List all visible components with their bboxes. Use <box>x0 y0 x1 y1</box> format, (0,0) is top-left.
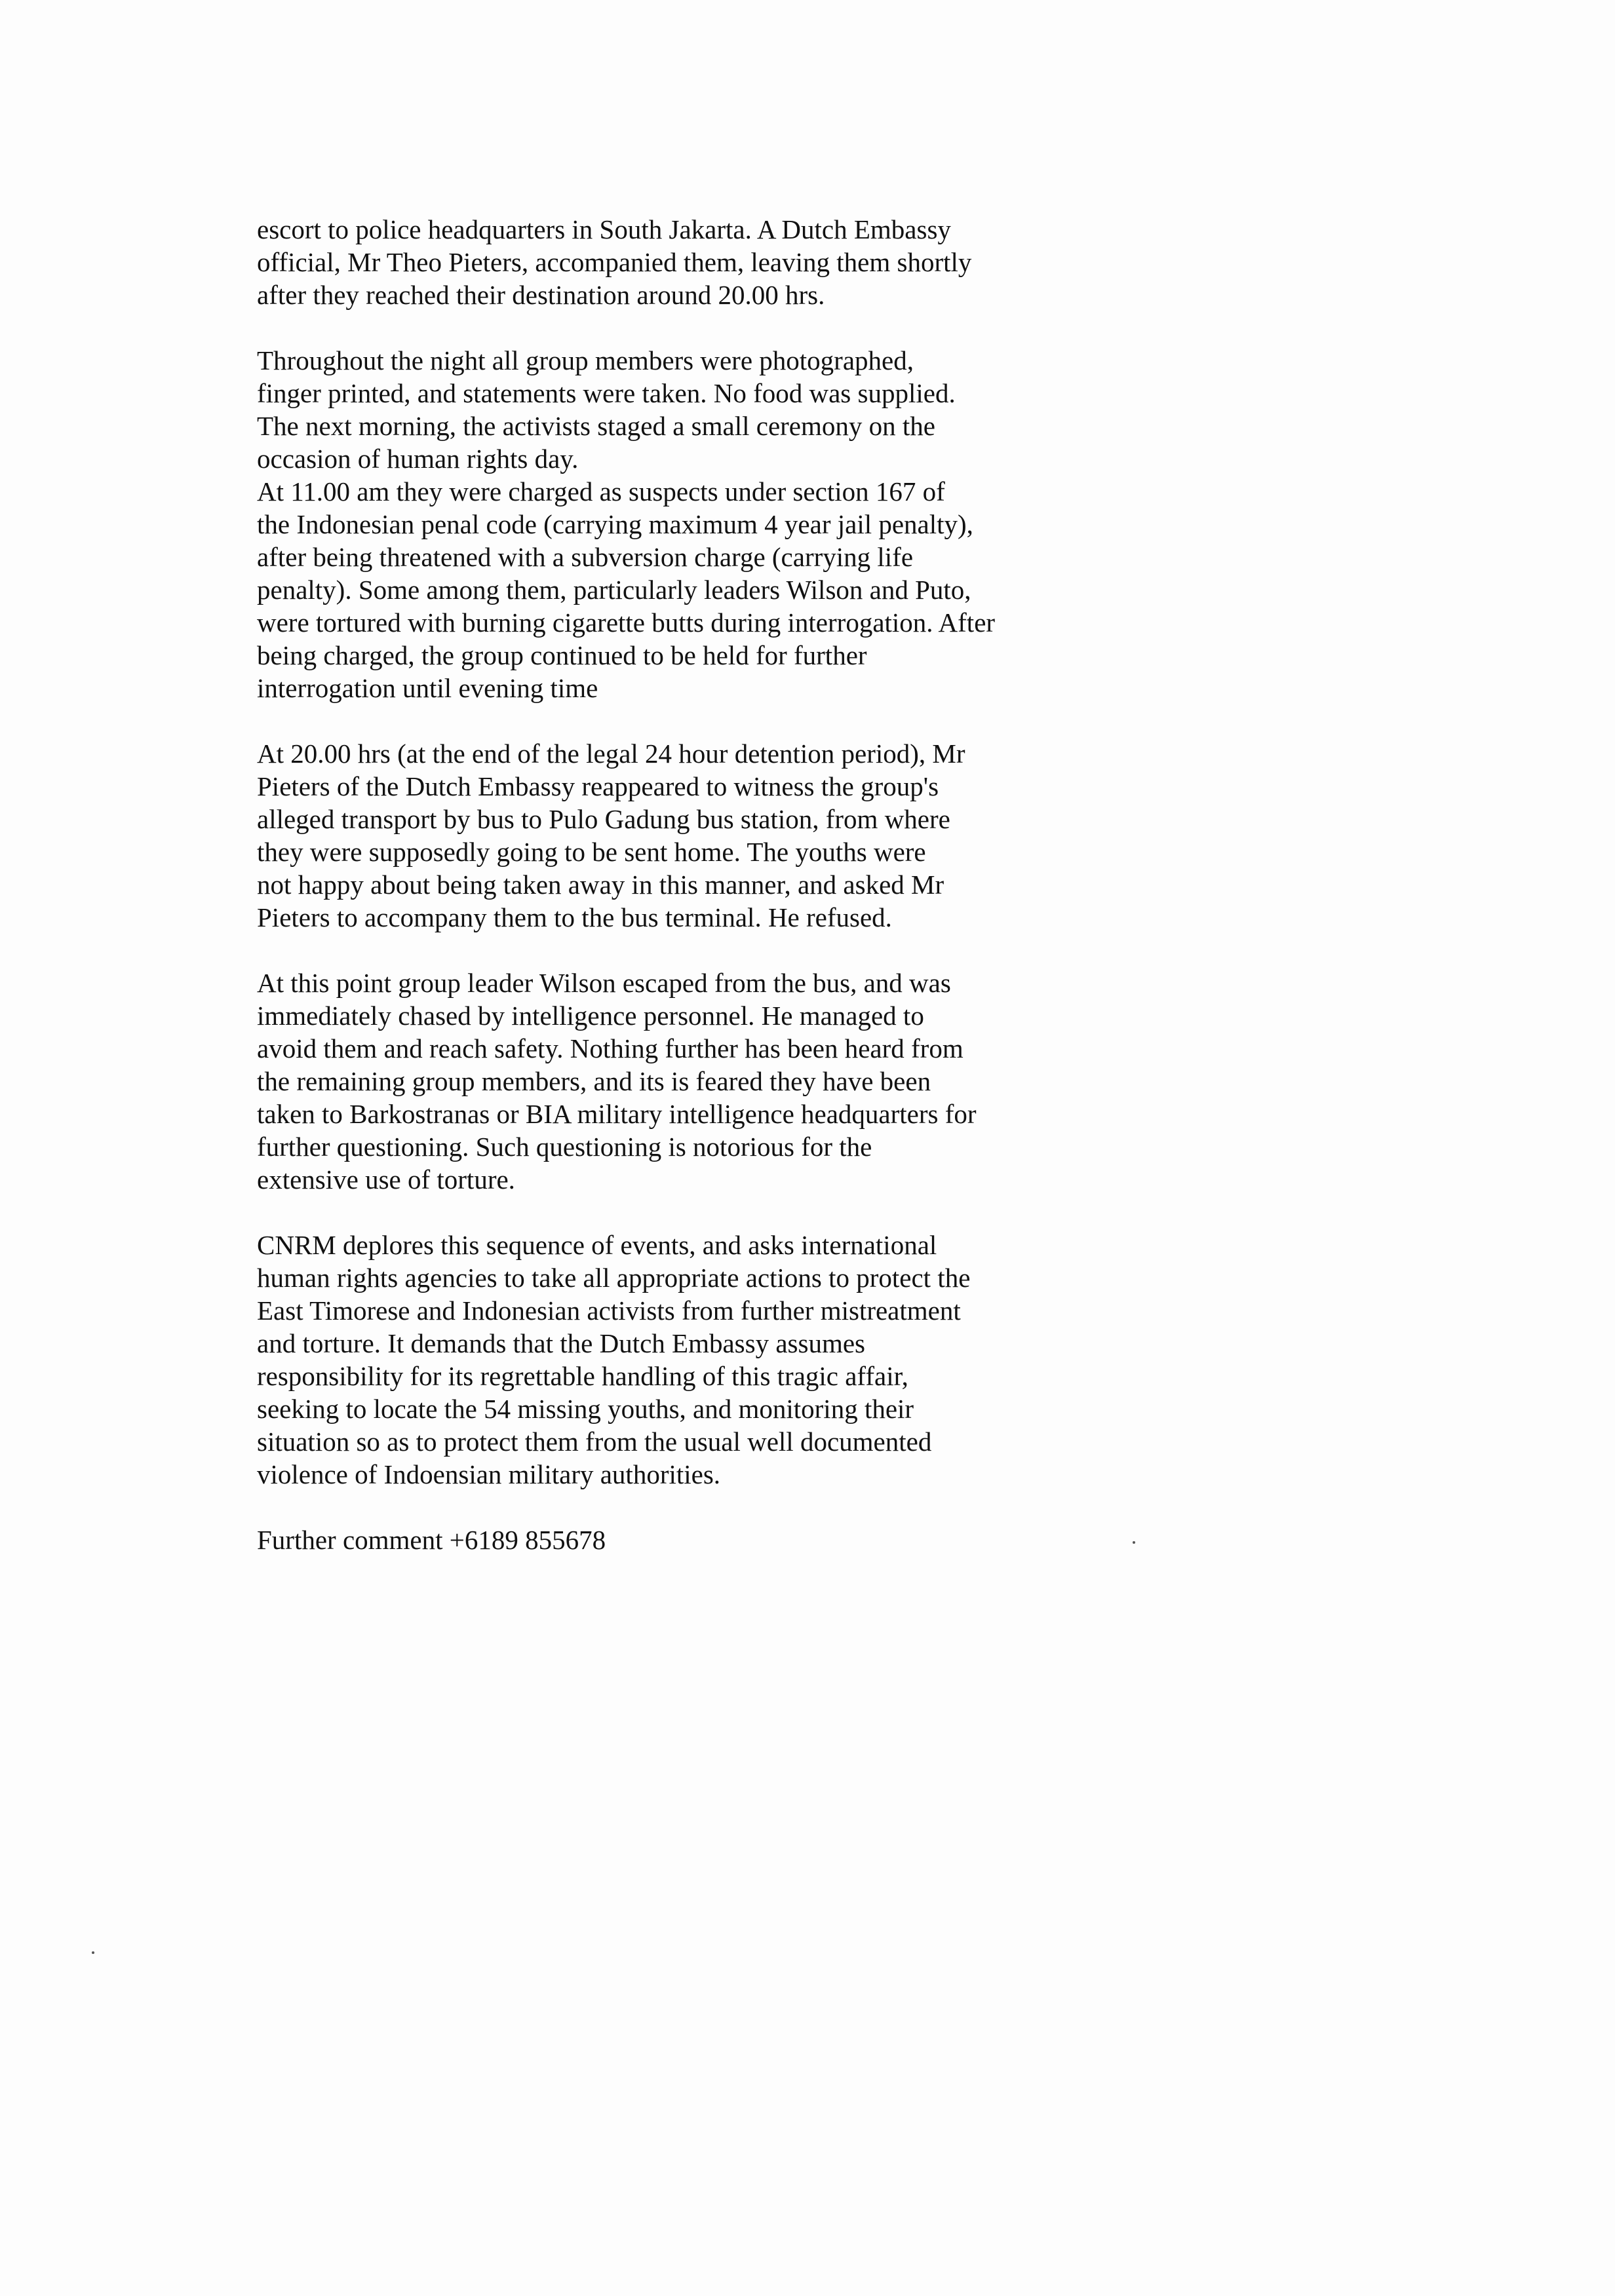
text-line: situation so as to protect them from the usual well documented <box>257 1426 932 1457</box>
text-line: immediately chased by intelligence personnel. He managed to <box>257 1001 924 1031</box>
text-line: responsibility for its regrettable handling of this tragic affair, <box>257 1361 908 1391</box>
scan-speck <box>92 1951 94 1954</box>
paragraph-escort <box>257 213 1109 311</box>
text-line: seeking to locate the 54 missing youths, and monitoring their <box>257 1394 914 1424</box>
text-line: extensive use of torture. <box>257 1164 515 1195</box>
text-line: official, Mr Theo Pieters, accompanied them, leaving them shortly <box>257 247 972 277</box>
text-line: interrogation until evening time <box>257 673 598 703</box>
text-line: Pieters of the Dutch Embassy reappeared to witness the group's <box>257 771 939 801</box>
text-line: CNRM deplores this sequence of events, and asks international <box>257 1230 937 1260</box>
text-line: and torture. It demands that the Dutch Embassy assumes <box>257 1328 865 1358</box>
paragraph-contact <box>257 1523 1109 1556</box>
text-line: were tortured with burning cigarette butts during interrogation. After <box>257 607 996 638</box>
text-line: after they reached their destination around 20.00 hrs. <box>257 280 825 310</box>
text-line: not happy about being taken away in this manner, and asked Mr <box>257 870 944 900</box>
text-line: The next morning, the activists staged a small ceremony on the <box>257 411 935 441</box>
text-line: Pieters to accompany them to the bus terminal. He refused. <box>257 902 892 932</box>
paragraph-cnrm <box>257 1229 1109 1491</box>
text-line: the Indonesian penal code (carrying maximum 4 year jail penalty), <box>257 509 973 539</box>
text-line: At 20.00 hrs (at the end of the legal 24 hour detention period), Mr <box>257 738 965 769</box>
text-line: escort to police headquarters in South Jakarta. A Dutch Embassy <box>257 214 951 244</box>
scan-speck <box>1133 1541 1135 1544</box>
contact-line: Further comment +6189 855678 <box>257 1525 606 1555</box>
text-line: the remaining group members, and its is feared they have been <box>257 1066 931 1096</box>
text-line: At this point group leader Wilson escaped from the bus, and was <box>257 968 951 998</box>
text-line: they were supposedly going to be sent home. The youths were <box>257 837 926 867</box>
text-line: alleged transport by bus to Pulo Gadung bus station, from where <box>257 804 950 834</box>
text-line: occasion of human rights day. <box>257 444 579 474</box>
document-body <box>257 213 1109 1589</box>
text-line: being charged, the group continued to be held for further <box>257 640 867 670</box>
text-line: avoid them and reach safety. Nothing further has been heard from <box>257 1033 963 1063</box>
paragraph-transport <box>257 737 1109 934</box>
text-line: violence of Indoensian military authorities. <box>257 1459 721 1489</box>
paragraph-escape <box>257 966 1109 1196</box>
text-line: taken to Barkostranas or BIA military intelligence headquarters for <box>257 1099 977 1129</box>
text-line: further questioning. Such questioning is notorious for the <box>257 1132 872 1162</box>
text-line: penalty). Some among them, particularly leaders Wilson and Puto, <box>257 575 971 605</box>
text-line: after being threatened with a subversion charge (carrying life <box>257 542 914 572</box>
text-line: East Timorese and Indonesian activists from further mistreatment <box>257 1295 961 1326</box>
text-line: finger printed, and statements were taken. No food was supplied. <box>257 378 956 408</box>
text-line: human rights agencies to take all appropriate actions to protect the <box>257 1263 971 1293</box>
text-line: At 11.00 am they were charged as suspects under section 167 of <box>257 476 945 507</box>
paragraph-night <box>257 344 1109 704</box>
text-line: Throughout the night all group members were photographed, <box>257 345 914 375</box>
